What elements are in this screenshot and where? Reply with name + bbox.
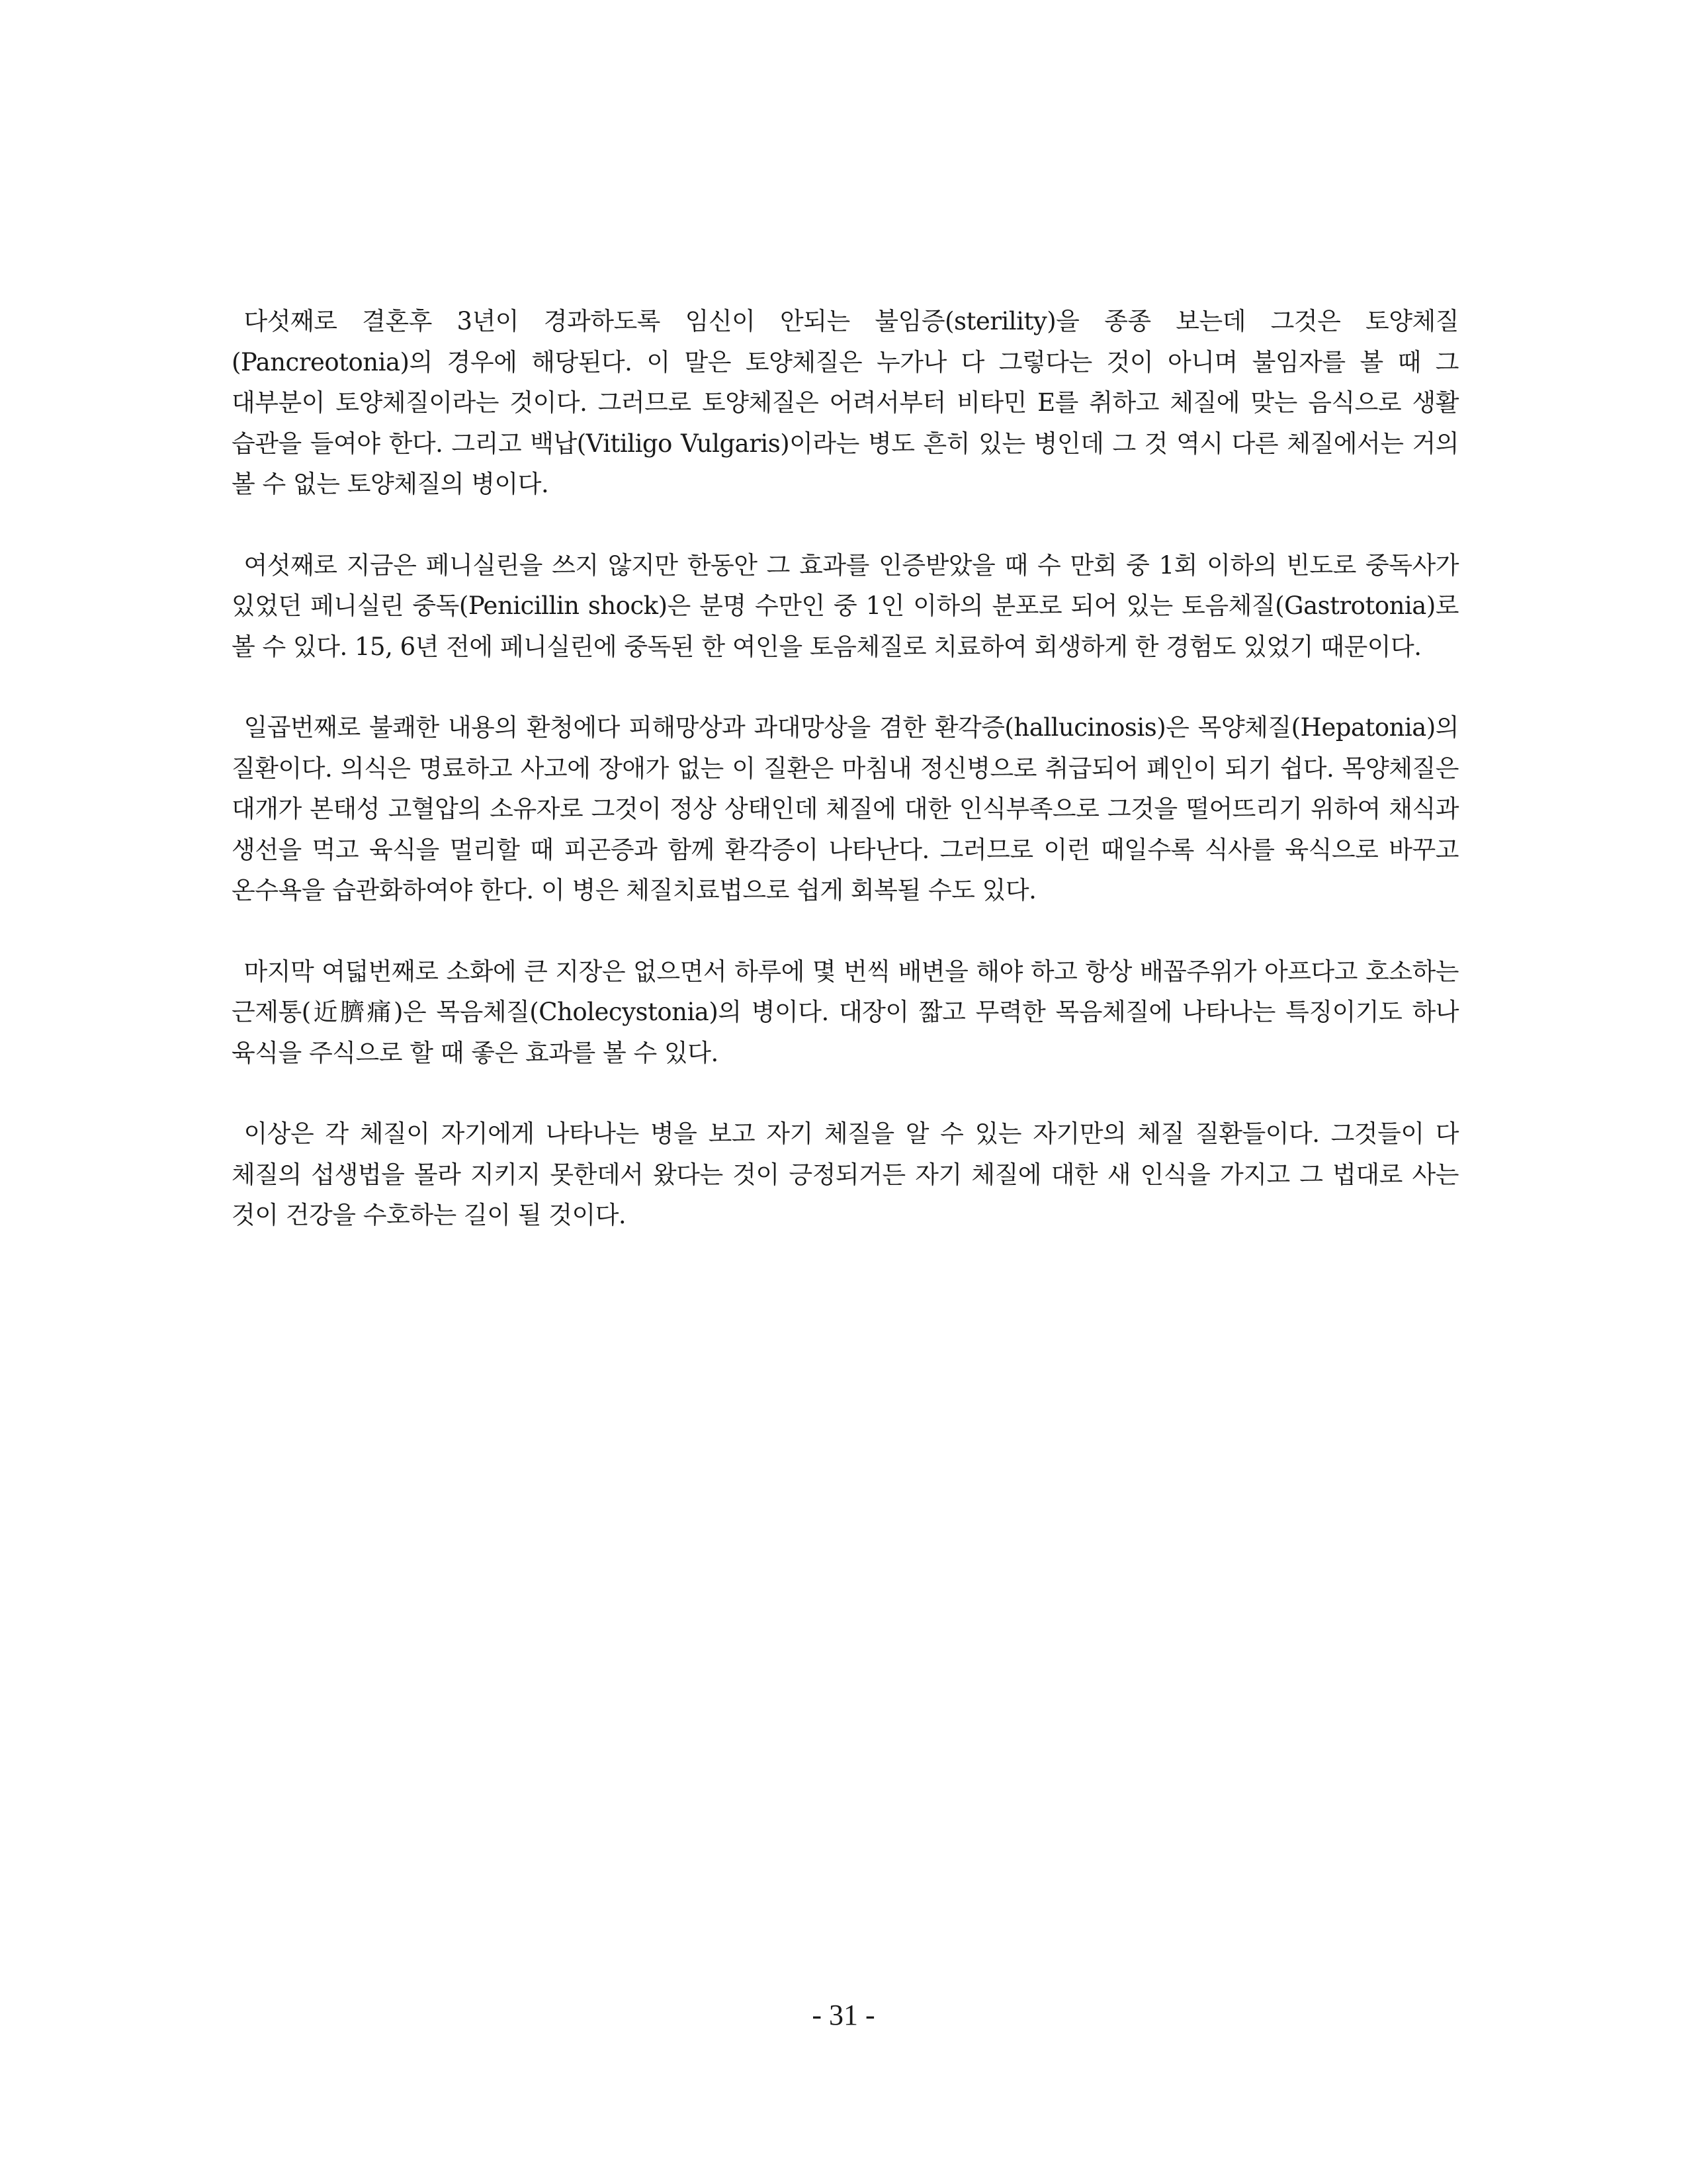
paragraph-sixth: 여섯째로 지금은 페니실린을 쓰지 않지만 한동안 그 효과를 인증받았을 때 수 만회 중 1회 이하의 빈도로 중독사가 있었던 페니실린 중독(Penicillin shock)은 분명 수만인 중 1인 이하의 분포로 되어 있는 토음체질(Gastrotonia)로 볼 수 있다. 15, 6년 전에 페니실린에 중독된 한 여인을 토음체질로 치료하여 회생하게 한 경험도 있었기 때문이다. — [232, 550, 1459, 661]
paragraph-eighth: 마지막 여덟번째로 소화에 큰 지장은 없으면서 하루에 몇 번씩 배변을 해야 하고 항상 배꼽주위가 아프다고 호소하는 근제통(近臍痛)은 목음체질(Cholecystonia)의 병이다. 대장이 짧고 무력한 목음체질에 나타나는 특징이기도 하나 육식을 주식으로 할 때 좋은 효과를 볼 수 있다. — [232, 957, 1459, 1067]
paragraph-fifth: 다섯째로 결혼후 3년이 경과하도록 임신이 안되는 불임증(sterility)을 종종 보는데 그것은 토양체질(Pancreotonia)의 경우에 해당된다. 이 말은 토양체질은 누가나 다 그렇다는 것이 아니며 불임자를 볼 때 그 대부분이 토양체질이라는 것이다. 그러므로 토양체질은 어려서부터 비타민 E를 취하고 체질에 맞는 음식으로 생활 습관을 들여야 한다. 그리고 백납(Vitiligo Vulgaris)이라는 병도 흔히 있는 병인데 그 것 역시 다른 체질에서는 거의 볼 수 없는 토양체질의 병이다. — [232, 307, 1459, 498]
paragraph-conclusion: 이상은 각 체질이 자기에게 나타나는 병을 보고 자기 체질을 알 수 있는 자기만의 체질 질환들이다. 그것들이 다 체질의 섭생법을 몰라 지키지 못한데서 왔다는 것이 긍정되거든 자기 체질에 대한 새 인식을 가지고 그 법대로 사는 것이 건강을 수호하는 길이 될 것이다. — [232, 1119, 1459, 1229]
body-text — [232, 301, 1459, 1276]
paragraph-seventh: 일곱번째로 불쾌한 내용의 환청에다 피해망상과 과대망상을 겸한 환각증(hallucinosis)은 목양체질(Hepatonia)의 질환이다. 의식은 명료하고 사고에 장애가 없는 이 질환은 마침내 정신병으로 취급되어 폐인이 되기 쉽다. 목양체질은 대개가 본태성 고혈압의 소유자로 그것이 정상 상태인데 체질에 대한 인식부족으로 그것을 떨어뜨리기 위하여 채식과 생선을 먹고 육식을 멀리할 때 피곤증과 함께 환각증이 나타난다. 그러므로 이런 때일수록 식사를 육식으로 바꾸고 온수욕을 습관화하여야 한다. 이 병은 체질치료법으로 쉽게 회복될 수도 있다. — [232, 713, 1459, 904]
page-number: - 31 - — [812, 1999, 875, 2031]
